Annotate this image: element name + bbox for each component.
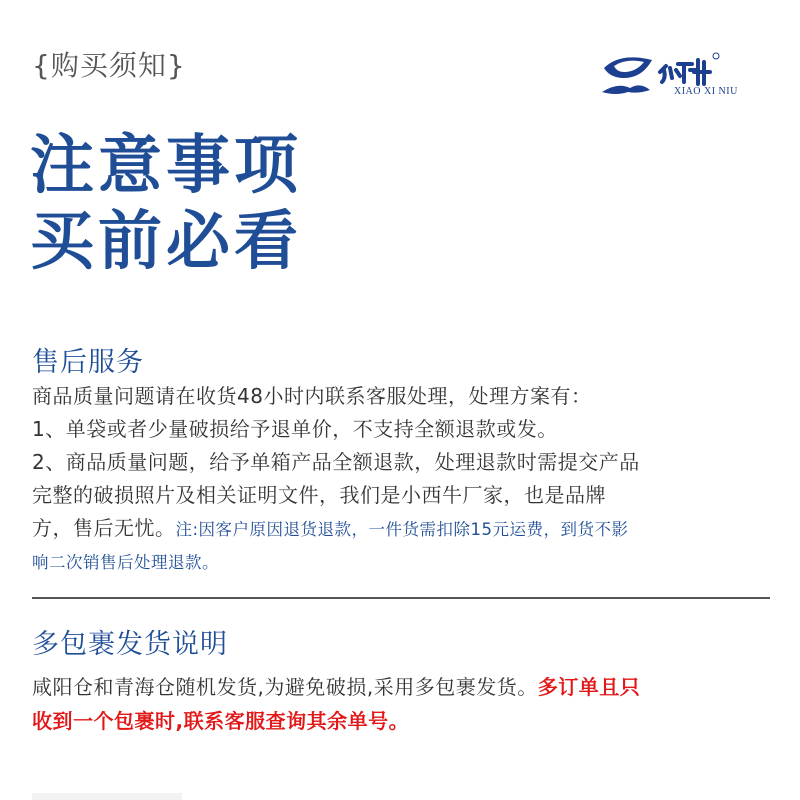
shipping-warning-bold: 收到一个包裹时,联系客服查询其余单号。	[32, 709, 410, 733]
page-title-line2: 买前必看	[30, 205, 302, 279]
after-sales-body	[32, 380, 772, 579]
shipping-text: 咸阳仓和青海仓随机发货,为避免破损,采用多包裹发货。	[32, 675, 538, 699]
brand-logo	[600, 48, 770, 108]
after-sales-line-4: 完整的破损照片及相关证明文件，我们是小西牛厂家，也是品牌	[32, 483, 606, 507]
bottom-decoration	[32, 793, 182, 800]
shipping-warning-red: 多订单且只	[537, 675, 641, 699]
after-sales-line-2: 1、单袋或者少量破损给予退单价，不支持全额退款或发。	[32, 417, 558, 441]
logo-caption: XIAO XI NIU	[674, 86, 738, 97]
return-fee-note: 注:因客户原因退货退款，一件货需扣除15元运费，到货不影	[175, 520, 629, 539]
section-divider	[32, 597, 770, 599]
after-sales-heading: 售后服务	[32, 347, 144, 378]
shipping-body	[32, 670, 772, 738]
purchase-notice-tag: {购买须知}	[32, 49, 186, 82]
shipping-heading: 多包裹发货说明	[32, 629, 228, 660]
return-fee-note-cont: 响二次销售后处理退款。	[32, 553, 219, 572]
after-sales-line-5-text: 方，售后无忧。	[32, 516, 176, 540]
after-sales-line-5	[32, 512, 772, 546]
after-sales-line-1: 商品质量问题请在收货48小时内联系客服处理，处理方案有：	[32, 384, 592, 408]
after-sales-line-3: 2、商品质量问题，给予单箱产品全额退款，处理退款时需提交产品	[32, 450, 640, 474]
page-title-line1: 注意事项	[30, 129, 302, 203]
